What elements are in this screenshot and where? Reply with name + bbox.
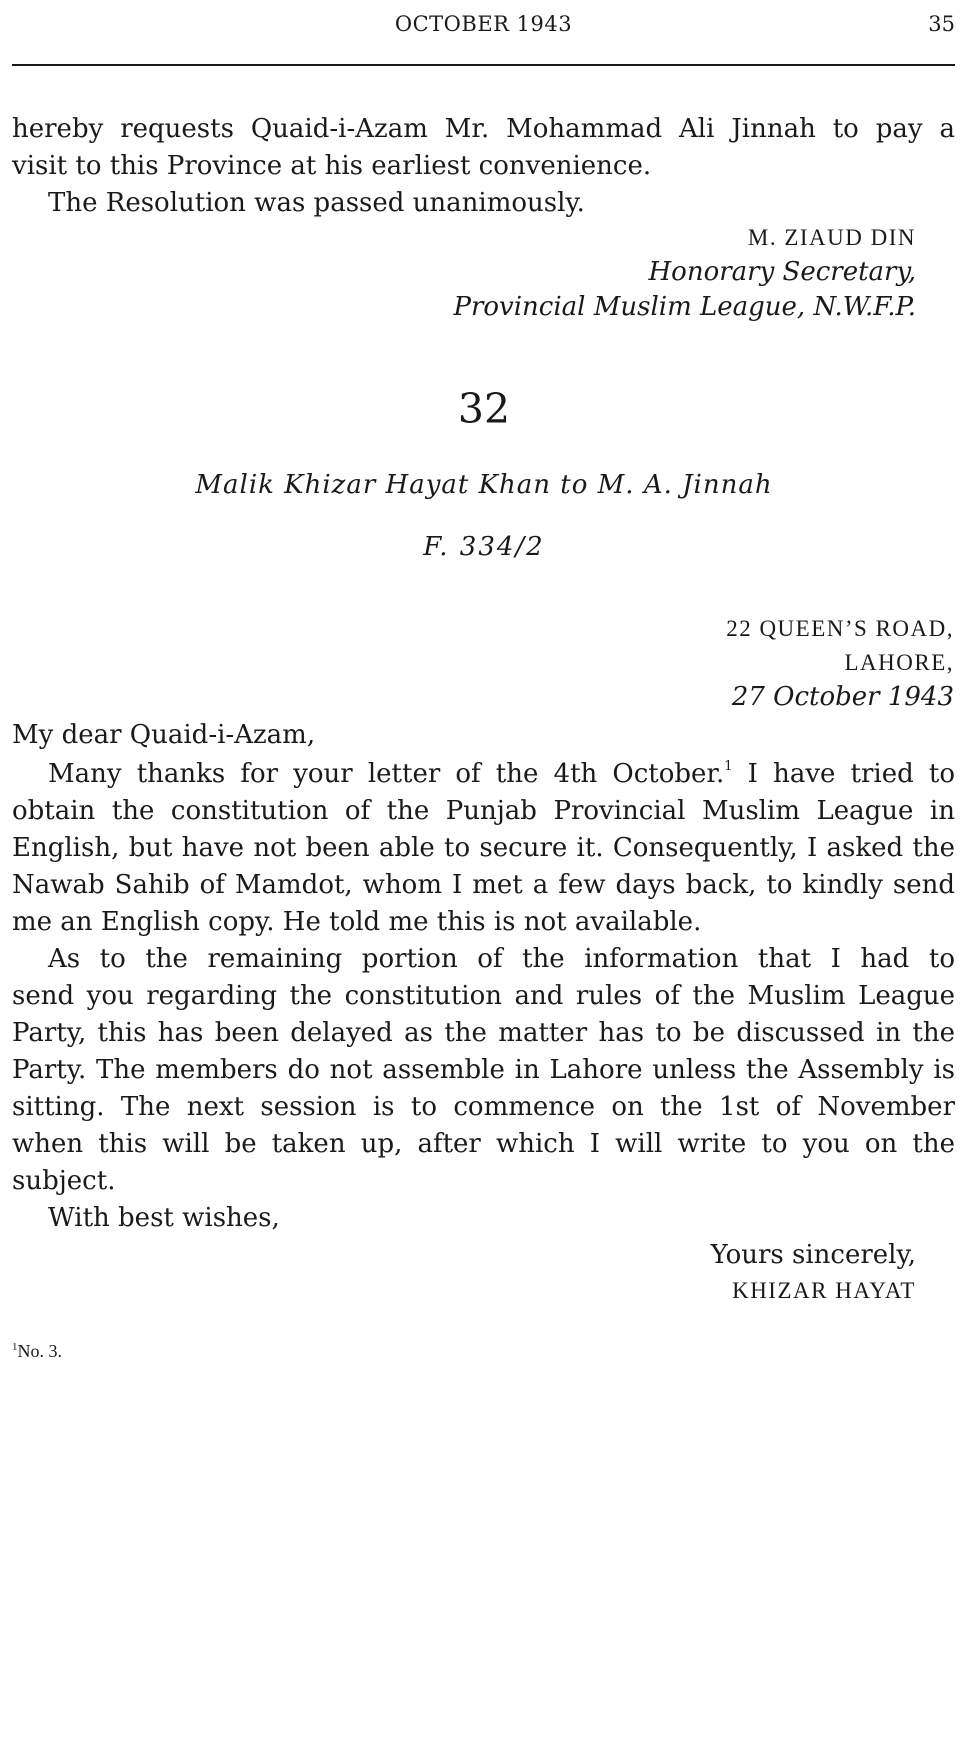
previous-document-ending [12,111,955,222]
footnote-text: No. 3. [17,1341,62,1361]
footnote [12,1341,62,1362]
sender-address [726,612,954,714]
letter-date: 27 October 1943 [731,682,954,712]
text-fragment: I have tried to [747,759,955,789]
footnote-mark: 1 [12,1341,18,1353]
text-fragment: Many thanks for your letter of the 4th October. [48,759,725,789]
address-city: LAHORE, [844,650,954,675]
text-line: subject. [12,1166,116,1196]
text-line: visit to this Province at his earliest convenience. [12,151,652,181]
running-head-title: OCTOBER 1943 [394,12,573,36]
signature: KHIZAR HAYAT [732,1278,916,1303]
address-line: 22 QUEEN’S ROAD, [726,616,954,641]
signatory-name: M. ZIAUD DIN [747,225,916,250]
text-line: me an English copy. He told me this is not available. [12,907,702,937]
signatory-title: Honorary Secretary, [648,257,916,287]
file-reference: F. 334/2 [423,532,545,562]
resolution-note: The Resolution was passed unanimously. [48,188,585,218]
signatory-block [453,220,916,325]
text-line: hereby requests Quaid-i-Azam Mr. Mohammad Ali Jinnah to pay a [12,114,955,144]
letter-body [12,756,955,1237]
text-line: send you regarding the constitution and rules of the Muslim League [12,981,955,1011]
footnote-marker: 1 [724,759,733,774]
document-heading: Malik Khizar Hayat Khan to M. A. Jinnah [195,470,773,500]
text-line: Nawab Sahib of Mamdot, whom I met a few days back, to kindly send [12,870,955,900]
text-line: As to the remaining portion of the information that I had to [48,944,955,974]
text-line [12,756,955,793]
document-number: 32 [457,385,511,433]
salutation: My dear Quaid-i-Azam, [12,720,316,750]
text-line: sitting. The next session is to commence on the 1st of November [12,1092,955,1122]
best-wishes: With best wishes, [48,1203,280,1233]
text-line: English, but have not been able to secure it. Consequently, I asked the [12,833,955,863]
header-rule [12,64,955,66]
paragraph [12,941,955,1200]
text-line: Party, this has been delayed as the matter has to be discussed in the [12,1018,955,1048]
running-head [12,12,955,42]
letter-closing [711,1237,916,1309]
valediction: Yours sincerely, [710,1240,916,1270]
text-line: when this will be taken up, after which I will write to you on the [12,1129,955,1159]
page-number: 35 [928,12,955,36]
paragraph [12,756,955,941]
text-line: Party. The members do not assemble in Lahore unless the Assembly is [12,1055,955,1085]
paragraph [12,1200,955,1237]
text-line: obtain the constitution of the Punjab Provincial Muslim League in [12,796,955,826]
signatory-org: Provincial Muslim League, N.W.F.P. [453,292,916,322]
